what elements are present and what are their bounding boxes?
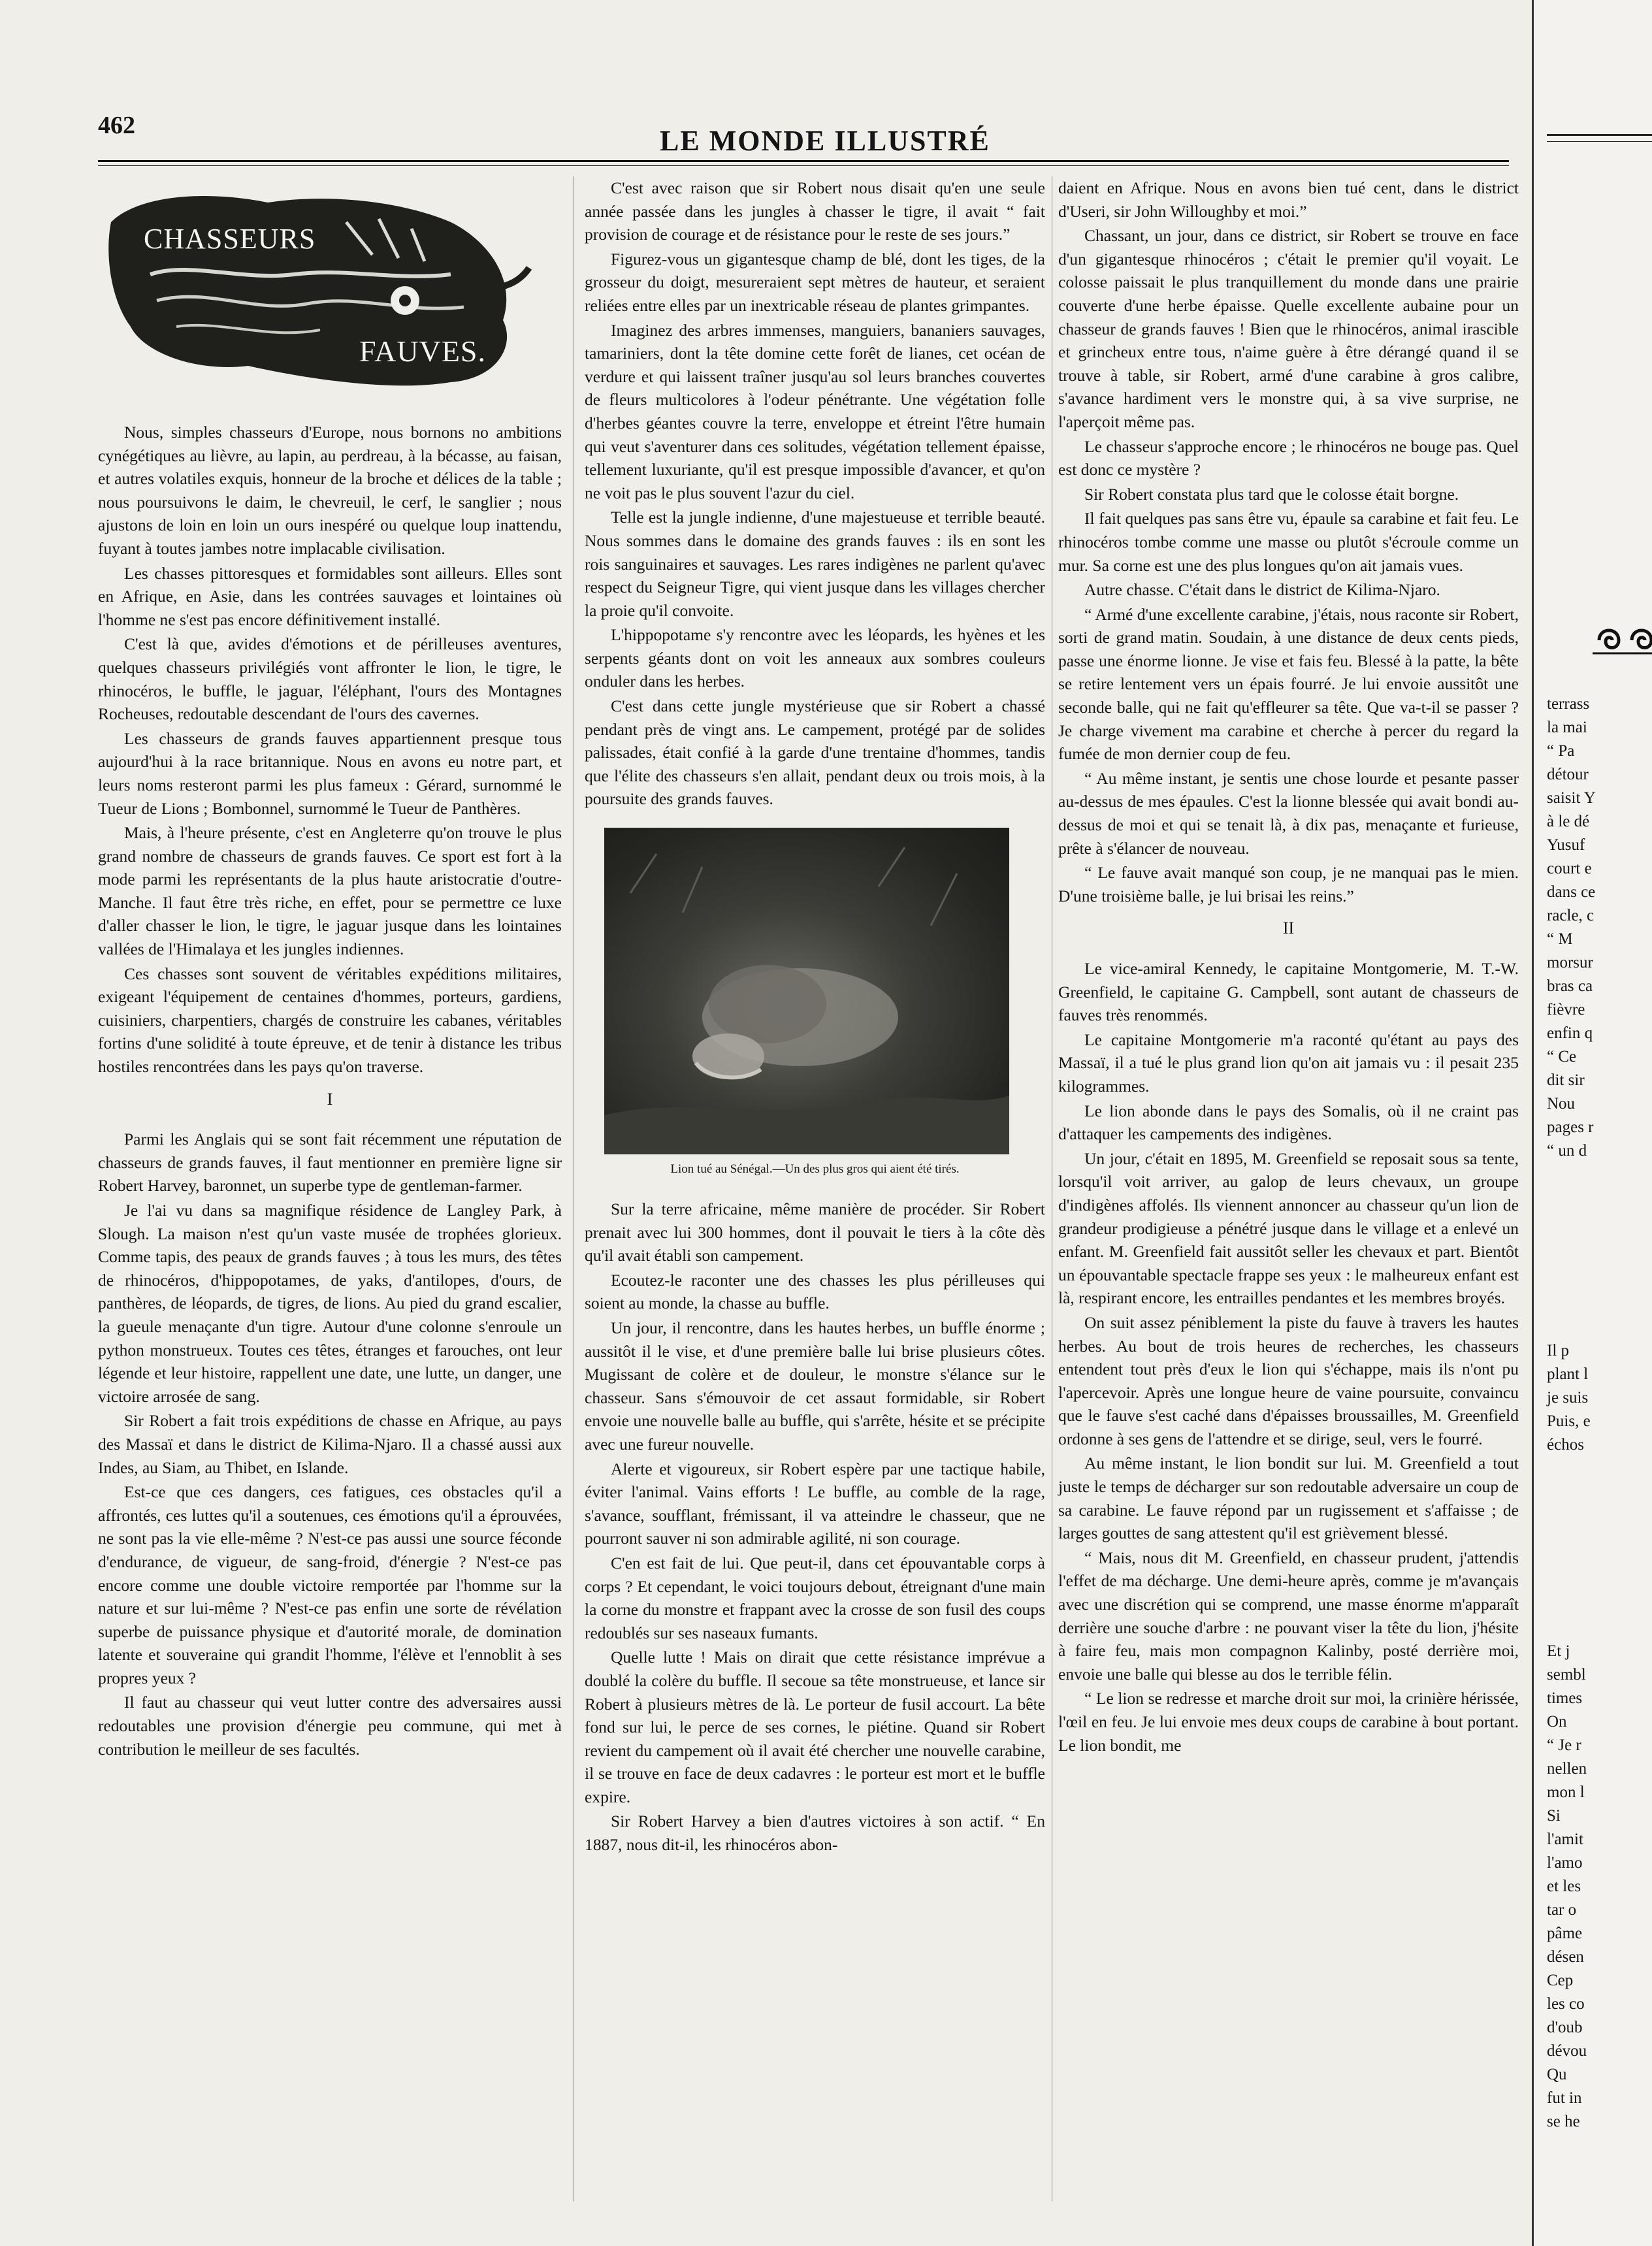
paragraph: Au même instant, le lion bondit sur lui. M. Greenfield a tout juste le temps de décharger sur son redoutable adversaire un coup de sa carabine. Le fauve répond par un rugissement et s'affaisse ; de larges gouttes de sang attestent qu'il est grièvement blessé. — [1058, 1454, 1519, 1543]
paragraph: Sir Robert a fait trois expéditions de chasse en Afrique, au pays des Massaï et dans le district de Kilima-Njaro. Il a chassé aussi aux Indes, au Siam, au Thibet, en Islande. — [98, 1411, 562, 1477]
tiger-illustration — [98, 183, 555, 399]
lion-photo-drawing — [604, 828, 1009, 1154]
paragraph: Il faut au chasseur qui veut lutter contre des adversaires aussi redoutables une provision d'énergie peu commune, qui met à contribution le meilleur de ses facultés. — [98, 1693, 562, 1759]
adjacent-page-line: pages r — [1547, 1118, 1594, 1136]
adjacent-page-line: dévou — [1547, 2042, 1587, 2060]
adjacent-page-line: On — [1547, 1713, 1567, 1731]
adjacent-page-line: tar o — [1547, 1901, 1577, 1919]
paragraph: Alerte et vigoureux, sir Robert espère par une tactique habile, éviter l'animal. Vains efforts ! Le buffle, au comble de la rage, s'avance, soufflant, frémissant, il va atteindre le chasseur, que ne pourront sauver ni son admirable agilité, ni son courage. — [585, 1459, 1045, 1548]
adjacent-page-line: Il p — [1547, 1342, 1570, 1359]
paragraph: Autre chasse. C'était dans le district de Kilima-Njaro. — [1084, 580, 1440, 600]
header-rule — [98, 160, 1509, 162]
paragraph: Est-ce que ces dangers, ces fatigues, ces obstacles qu'il a affrontés, ces luttes qu'il a soutenues, ces émotions qu'il a éprouvées, ne sont pas la vie elle-même ? N'est-ce pas aussi une source féconde d'endurance, de vigueur, de sang-froid, d'énergie ? N'est-ce pas encore comme une double victoire remportée par l'homme sur la nature et sur lui-même ? N'est-ce pas enfin une sorte de révélation superbe de puissance physique et d'autorité morale, de domination latente et souveraine qui grandit l'homme, l'élève et l'ennoblit à ses propres yeux ? — [98, 1482, 562, 1687]
paragraph: Ecoutez-le raconter une des chasses les plus périlleuses qui soient au monde, la chasse au buffle. — [585, 1270, 1045, 1313]
adjacent-page-line: l'amit — [1547, 1831, 1583, 1848]
paragraph: Je l'ai vu dans sa magnifique résidence de Langley Park, à Slough. La maison n'est qu'un vaste musée de trophées glorieux. Comme tapis, des peaux de grands fauves ; à tous les murs, des têtes de rhinocéros, d'hippopotames, de yaks, d'antilopes, d'ours, de panthères, de léopards, de tigres, de lions. Au pied du grand escalier, la gueule menaçante d'un tigre. Autour d'une colonne s'enroule un python monstrueux. Toutes ces têtes, étranges et farouches, ont leur légende et leur histoire, rappellent une date, une lutte, un danger, une victoire arrosée de sang. — [98, 1201, 562, 1406]
adjacent-page-line: plant l — [1547, 1365, 1589, 1383]
adjacent-page-line: “ un d — [1547, 1142, 1587, 1160]
article-title-logo — [98, 183, 555, 399]
adjacent-page-line: pâme — [1547, 1925, 1583, 1942]
adjacent-page-line: à le dé — [1547, 813, 1590, 830]
adjacent-page-line: “ Ce — [1547, 1048, 1577, 1066]
paragraph: Le vice-amiral Kennedy, le capitaine Montgomerie, M. T.-W. Greenfield, le capitaine G. Campbell, sont autant de chasseurs de fauves très renommés. — [1058, 959, 1519, 1025]
adjacent-page-line: désen — [1547, 1948, 1584, 1966]
paragraph: On suit assez péniblement la piste du fauve à travers les hautes herbes. Au bout de trois heures de recherches, les chasseurs entendent tout près d'eux le lion qui s'échappe, mais ils n'ont pu l'apercevoir. Après une longue heure de vaine poursuite, convaincu que le fauve s'est caché dans d'épaisses broussailles, M. Greenfield ordonne à ses gens de l'attendre et se dirige, seul, vers le fourré. — [1058, 1312, 1519, 1448]
adjacent-page-line: “ Je r — [1547, 1736, 1581, 1754]
paragraph: Les chasses pittoresques et formidables sont ailleurs. Elles sont en Afrique, en Asie, dans les contrées sauvages et lointaines où l'homme ne s'est pas encore définitivement installé. — [98, 563, 562, 629]
adjacent-page-line: fièvre — [1547, 1001, 1585, 1018]
paragraph: Parmi les Anglais qui se sont fait récemment une réputation de chasseurs de grands fauves, il faut mentionner en première ligne sir Robert Harvey, baronnet, un superbe type de gentleman-farmer. — [98, 1130, 562, 1196]
paragraph: Chassant, un jour, dans ce district, sir Robert se trouve en face d'un gigantesque rhinocéros ; c'était le premier qu'il voyait. Le colosse paissait le plus tranquillement du monde dans une prairie couverte d'une herbe épaisse. Quelle excellente aubaine pour un chasseur de grands fauves ! Bien que le rhinocéros, animal irascible et grincheux entre tous, n'aime guère à être dérangé quand il se trouve à table, sir Robert, armé d'une carabine à gros calibre, s'avance hardiment vers le monstre qui, à sa vive surprise, ne l'aperçoit même pas. — [1058, 226, 1519, 431]
paragraph: “ Le fauve avait manqué son coup, je ne manquai pas le mien. D'une troisième balle, je lui brisai les reins.” — [1058, 863, 1519, 905]
paragraph: Figurez-vous un gigantesque champ de blé, dont les tiges, de la grosseur du doigt, mesureraient sept mètres de hauteur, et seraient reliées entre elles par un inextricable réseau de plantes grimpantes. — [585, 249, 1045, 315]
adjacent-page-line: mon l — [1547, 1783, 1585, 1801]
paragraph: “ Armé d'une excellente carabine, j'étais, nous raconte sir Robert, sorti de grand matin. Soudain, à une distance de deux cents pieds, passe une énorme lionne. Je vise et fais feu. Blessé à la patte, la bête se retire lentement vers un épais fourré. Je lui envoie aussitôt une seconde balle, qui ne fait qu'effleurer sa tête. Que va-t-il se passer ? Je charge vivement ma carabine et cherche à percer du regard la fumée de mon dernier coup de feu. — [1058, 604, 1519, 764]
adjacent-page-line: enfin q — [1547, 1024, 1593, 1042]
adjacent-page-line: terrass — [1547, 695, 1590, 713]
paragraph: Telle est la jungle indienne, d'une majestueuse et terrible beauté. Nous sommes dans le domaine des grands fauves : ils en sont les rois sanguinaires et sauvages. Les rares indigènes ne parlent qu'avec respect du Seigneur Tigre, qui vient jusque dans les villages chercher la proie qu'il convoite. — [585, 508, 1045, 620]
masthead: LE MONDE ILLUSTRÉ — [660, 125, 990, 157]
paragraph: C'est avec raison que sir Robert nous disait qu'en une seule année passée dans les jungles à chasser le tigre, il avait “ fait provision de courage et de résistance pour le reste de ses jours.” — [585, 178, 1045, 244]
adjacent-page-line: d'oub — [1547, 2019, 1583, 2036]
lion-photo — [604, 828, 1009, 1154]
adjacent-page-line: détour — [1547, 766, 1589, 783]
paragraph: Imaginez des arbres immenses, manguiers, bananiers sauvages, tamariniers, dont la tête domine cette forêt de lianes, cet océan de verdure et qui laissent traîner jusqu'au sol leurs branches couvertes de fleurs multicolores à l'odeur pénétrante. Une végétation folle d'herbes géantes couvre la terre, enveloppe et étreint l'être humain qui veut s'aventurer dans ces solitudes, végétation tellement épaisse, tellement luxuriante, qu'il est presque impossible d'avancer, et qu'on ne voit pas le plus souvent l'azur du ciel. — [585, 320, 1045, 502]
adjacent-page-line: “ M — [1547, 930, 1573, 948]
adjacent-page-line: saisit Y — [1547, 789, 1596, 807]
page-number: 462 — [98, 112, 135, 139]
adjacent-page-line: “ Pa — [1547, 742, 1575, 760]
paragraph: Ces chasses sont souvent de véritables expéditions militaires, exigeant l'équipement de centaines d'hommes, porteurs, gardiens, cuisiniers, charpentiers, chargés de construire les cabanes, véritables fortins d'une solidité à toute épreuve, et de tenir à distance les tribus hostiles rencontrées dans les pays qu'on traverse. — [98, 964, 562, 1077]
header-rule-thin — [98, 165, 1509, 166]
paragraph: “ Le lion se redresse et marche droit sur moi, la crinière hérissée, l'œil en feu. Je lui envoie mes deux coups de carabine à bout portant. Le lion bondit, me — [1058, 1689, 1519, 1755]
adjacent-page-line: Et j — [1547, 1642, 1570, 1660]
adjacent-page-line: échos — [1547, 1436, 1584, 1454]
paragraph: Les chasseurs de grands fauves appartiennent presque tous aujourd'hui à la race britannique. Nous en avons eu notre part, et leurs noms resteront parmi les plus fameux : Gérard, surnommé le Tueur de Lions ; Bombonnel, surnommé le Tueur de Panthères. — [98, 728, 562, 818]
column-3 — [1058, 176, 1519, 1758]
paragraph: Mais, à l'heure présente, c'est en Angleterre qu'on trouve le plus grand nombre de chasseurs de grands fauves. Ce sport est fort à la mode parmi les représentants de la plus haute aristocratie d'outre-Manche. Il faut être très riche, en effet, pour se permettre ce luxe d'aller chasser le lion, le tigre, le jaguar jusque dans les lointaines vallées de l'Himalaya et les jungles indiennes. — [98, 823, 562, 959]
adjacent-page-rule — [1547, 134, 1652, 136]
paragraph: Sur la terre africaine, même manière de procéder. Sir Robert prenait avec lui 300 hommes, dont il pouvait le tiers à la côte dès qu'il avait établi son campement. — [585, 1199, 1045, 1265]
adjacent-page-line: dit sir — [1547, 1071, 1585, 1089]
adjacent-page-line: bras ca — [1547, 977, 1593, 995]
adjacent-page-line: l'amo — [1547, 1854, 1583, 1872]
adjacent-page-line: Qu — [1547, 2066, 1567, 2083]
column-2 — [585, 176, 1045, 1858]
paragraph: Sir Robert constata plus tard que le colosse était borgne. — [1084, 484, 1459, 504]
adjacent-page-fragment — [1532, 0, 1652, 2246]
logo-title-line2: FAUVES. — [359, 334, 487, 368]
paragraph: Nous, simples chasseurs d'Europe, nous bornons no ambitions cynégétiques au lièvre, au lapin, au perdreau, à la bécasse, au faisan, et autres volatiles exquis, honneur de la broche et délices de la table ; nous poursuivons le daim, le chevreuil, le cerf, le sanglier ; nous ajustons de loin en loin un ours inespéré ou quelque loup inattendu, fuyant à toutes jambes notre implacable civilisation. — [98, 423, 562, 558]
paragraph: Le chasseur s'approche encore ; le rhinocéros ne bouge pas. Quel est donc ce mystère ? — [1058, 436, 1519, 480]
paragraph: Le capitaine Montgomerie m'a raconté qu'étant au pays des Massaï, il a tué le plus grand lion qu'on ait jamais vu : il pesait 235 kilogrammes. — [1058, 1030, 1519, 1096]
paragraph: Il fait quelques pas sans être vu, épaule sa carabine et fait feu. Le rhinocéros tombe comme une masse ou plutôt s'écroule comme un mur. Sa corne est une des plus longues qu'on ait jamais vues. — [1058, 509, 1519, 575]
section-heading: II — [1282, 919, 1295, 938]
adjacent-page-line: sembl — [1547, 1666, 1586, 1684]
section-heading: I — [327, 1089, 333, 1109]
adjacent-page-line: les co — [1547, 1995, 1585, 2013]
paragraph: Un jour, il rencontre, dans les hautes herbes, un buffle énorme ; aussitôt il le vise, et d'une première balle lui brise plusieurs côtes. Mugissant de colère et de douleur, le monstre s'élance sur le chasseur. Sans s'émouvoir de cet assaut formidable, sir Robert envoie une nouvelle balle au buffle, qui s'arrête, hésite et se précipite avec une fureur nouvelle. — [585, 1318, 1045, 1454]
ornament-icon — [1593, 621, 1652, 660]
adjacent-page-line: Cep — [1547, 1972, 1574, 1989]
adjacent-page-line: Si — [1547, 1807, 1561, 1825]
adjacent-page-line: Yusuf — [1547, 836, 1585, 854]
adjacent-page-line: morsur — [1547, 954, 1593, 971]
paragraph: “ Mais, nous dit M. Greenfield, en chasseur prudent, j'attendis l'effet de ma décharge. Une demi-heure après, comme je m'avançais avec une discrétion qui se comprend, une masse énorme m'apparaît derrière une souche d'arbre : ne pouvant viser la tête du lion, j'hésite à faire feu, mais mon compagnon Kalinby, posté derrière moi, envoie une balle qui blesse au dos le terrible félin. — [1058, 1548, 1519, 1684]
adjacent-page-line: court e — [1547, 860, 1592, 877]
adjacent-page-line: Puis, e — [1547, 1412, 1591, 1430]
adjacent-page-line: et les — [1547, 1878, 1581, 1895]
column-1 — [98, 176, 562, 1762]
adjacent-page-rule — [1547, 141, 1652, 142]
paragraph: Quelle lutte ! Mais on dirait que cette résistance imprévue a doublé la colère du buffle. Il secoue sa tête monstrueuse, et lance sir Robert à plusieurs mètres de là. Le porteur de fusil accourt. La bête fond sur lui, le perce de ses cornes, le piétine. Quand sir Robert revient du campement où il avait été chercher une nouvelle carabine, il se trouve en face de deux cadavres : le porteur est mort et le buffle expire. — [585, 1648, 1045, 1806]
adjacent-page-line: je suis — [1547, 1389, 1589, 1407]
paragraph: Le lion abonde dans le pays des Somalis, où il ne craint pas d'attaquer les campements des indigènes. — [1058, 1101, 1519, 1144]
paragraph: daient en Afrique. Nous en avons bien tué cent, dans le district d'Useri, sir John Willoughby et moi.” — [1058, 178, 1519, 221]
paragraph: “ Au même instant, je sentis une chose lourde et pesante passer au-dessus de mes épaules. C'est la lionne blessée qui avait bondi au-dessus de moi et qui se tenait là, à dix pas, menaçante et furieuse, prête à s'élancer de nouveau. — [1058, 768, 1519, 858]
adjacent-page-line: nellen — [1547, 1760, 1587, 1778]
adjacent-page-line: se he — [1547, 2113, 1580, 2130]
paragraph: C'est là que, avides d'émotions et de périlleuses aventures, quelques chasseurs privilégiés vont affronter le lion, le tigre, le rhinocéros, le buffle, le jaguar, l'éléphant, l'ours des Montagnes Rocheuses, redoutable descendant de l'ours des cavernes. — [98, 634, 562, 724]
adjacent-page-line: times — [1547, 1689, 1583, 1707]
paragraph: L'hippopotame s'y rencontre avec les léopards, les hyènes et les serpents géants dont on voit les anneaux aux sombres couleurs onduler dans les herbes. — [585, 625, 1045, 691]
paragraph: Un jour, c'était en 1895, M. Greenfield se reposait sous sa tente, lorsqu'il voit arriver, au galop de leurs chevaux, un groupe d'indigènes affolés. Ils viennent annoncer au chasseur qu'un lion de grandeur prodigieuse a pénétré jusque dans le village et a enlevé un enfant. M. Greenfield fait aussitôt seller les chevaux et part. Bientôt un épouvantable spectacle frappe ses yeux : le malheureux enfant est là, respirant encore, les entrailles pendantes et les membres broyés. — [1058, 1148, 1519, 1308]
paragraph: C'est dans cette jungle mystérieuse que sir Robert a chassé pendant près de vingt ans. Le campement, protégé par de solides palissades, était confié à la garde d'une trentaine d'hommes, tandis que l'élite des chasseurs s'en allait, pendant deux ou trois mois, à la poursuite des grands fauves. — [585, 696, 1045, 809]
adjacent-page-line: dans ce — [1547, 883, 1596, 901]
logo-title-line1: CHASSEURS — [144, 223, 316, 255]
adjacent-page-line: la mai — [1547, 719, 1587, 736]
paragraph: C'en est fait de lui. Que peut-il, dans cet épouvantable corps à corps ? Et cependant, le voici toujours debout, étreignant d'une main la corne du monstre et frappant avec la crosse de son fusil des coups redoublés sur ses naseaux fumants. — [585, 1553, 1045, 1642]
col1-paragraphs — [98, 421, 562, 1761]
paragraph: Sir Robert Harvey a bien d'autres victoires à son actif. “ En 1887, nous dit-il, les rhinocéros abon- — [585, 1812, 1045, 1855]
adjacent-page-line: racle, c — [1547, 907, 1595, 924]
adjacent-page-line: Nou — [1547, 1095, 1576, 1113]
photo-caption: Lion tué au Sénégal.—Un des plus gros qui aient été tirés. — [670, 1162, 960, 1177]
adjacent-page-line: fut in — [1547, 2089, 1582, 2107]
